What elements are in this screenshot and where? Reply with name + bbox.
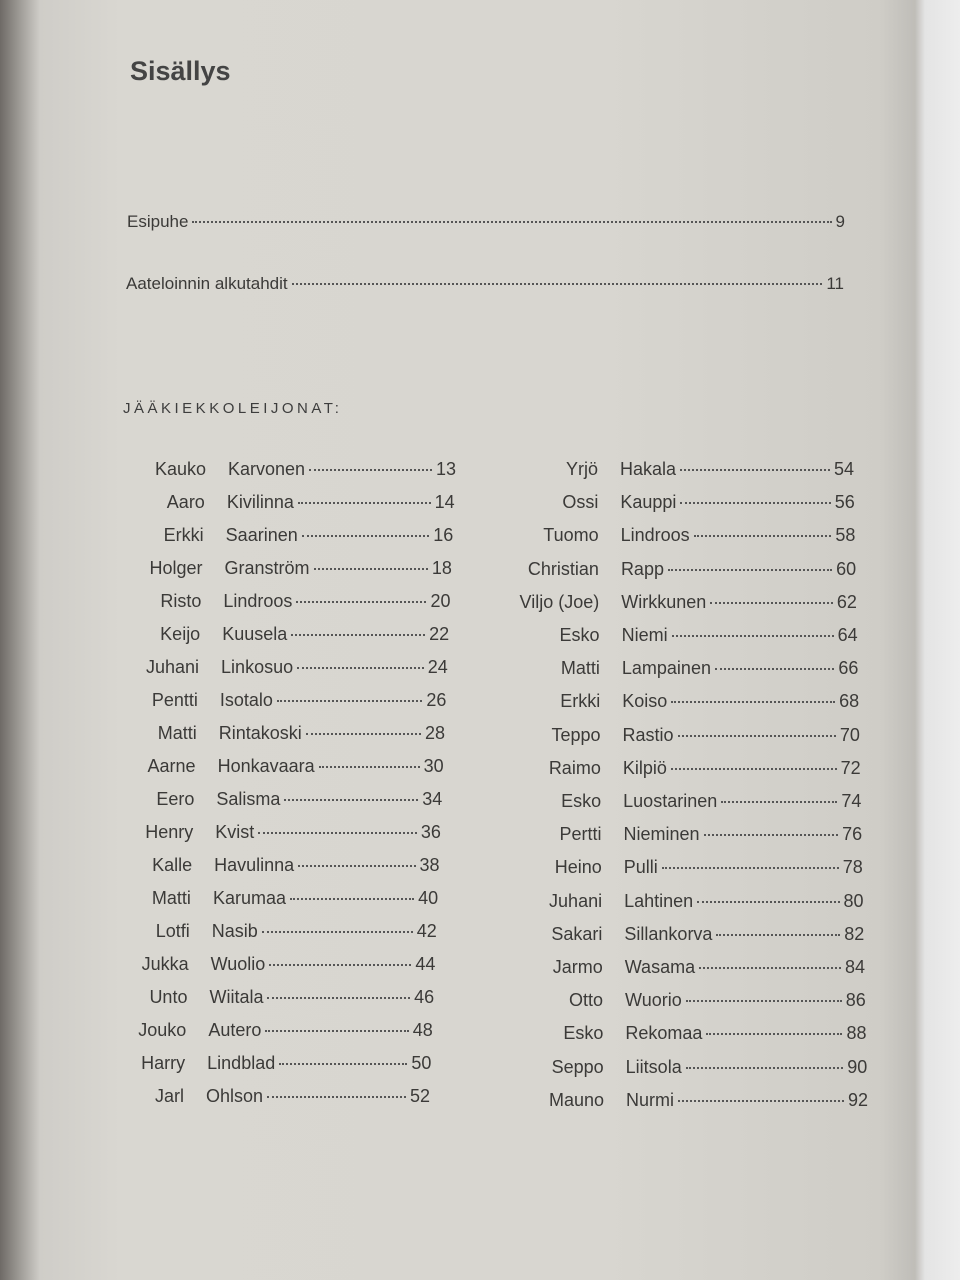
last-name: Pulli xyxy=(623,857,658,878)
dot-leader xyxy=(277,700,422,702)
page-number: 28 xyxy=(425,723,446,743)
last-name: Karumaa xyxy=(212,888,286,908)
page-number: 42 xyxy=(416,921,437,941)
page-number: 62 xyxy=(836,591,857,612)
toc-entry-player xyxy=(502,957,865,981)
last-name: Niemi xyxy=(621,625,668,645)
first-name: Erkki xyxy=(560,691,601,712)
first-name: Raimo xyxy=(548,757,601,778)
page-number: 88 xyxy=(846,1023,867,1044)
first-name: Matti xyxy=(560,658,600,679)
last-name: Kilpiö xyxy=(622,757,667,778)
toc-entry-player xyxy=(110,1020,432,1044)
dot-leader xyxy=(306,733,421,735)
last-name: Rekomaa xyxy=(625,1023,703,1044)
first-name: Eero xyxy=(156,789,195,809)
toc-entry-player xyxy=(503,1057,868,1081)
last-name: Havulinna xyxy=(214,855,295,875)
first-name: Aaro xyxy=(166,492,205,512)
page-number: 84 xyxy=(845,957,866,977)
page-number: 90 xyxy=(847,1056,868,1077)
dot-leader xyxy=(716,934,840,936)
dot-leader xyxy=(671,701,835,703)
page-number: 22 xyxy=(429,624,450,644)
page-number: 14 xyxy=(434,492,455,512)
dot-leader xyxy=(302,535,429,537)
toc-entry-player xyxy=(500,824,862,848)
first-name: Erkki xyxy=(163,525,204,545)
page-number: 66 xyxy=(838,658,859,679)
page-number: 16 xyxy=(433,525,454,545)
dot-leader xyxy=(704,834,839,836)
dot-leader xyxy=(678,735,836,737)
first-name: Unto xyxy=(149,987,188,1007)
page-number: 26 xyxy=(426,690,447,710)
toc-entry-player xyxy=(125,591,450,615)
last-name: Hakala xyxy=(620,459,677,479)
dot-leader xyxy=(678,1100,844,1102)
toc-entry-player xyxy=(501,924,864,948)
first-name: Juhani xyxy=(146,657,200,677)
dot-leader xyxy=(680,469,830,471)
first-name: Sakari xyxy=(551,923,603,944)
toc-entry-player xyxy=(502,990,866,1014)
last-name: Karvonen xyxy=(228,459,306,479)
page-number: 20 xyxy=(430,591,451,611)
page-number: 92 xyxy=(847,1089,868,1110)
first-name: Seppo xyxy=(551,1056,604,1077)
toc-entry-player xyxy=(498,525,856,549)
dot-leader xyxy=(680,502,830,504)
first-name: Harry xyxy=(141,1053,186,1073)
first-name: Jouko xyxy=(138,1020,187,1040)
dot-leader xyxy=(279,1063,407,1065)
page-number: 24 xyxy=(427,657,448,677)
last-name: Granström xyxy=(224,558,310,578)
page-number: 80 xyxy=(843,890,864,911)
last-name: Lampainen xyxy=(621,658,711,679)
last-name: Rintakoski xyxy=(218,723,302,743)
last-name: Luostarinen xyxy=(623,791,718,811)
last-name: Sillankorva xyxy=(624,923,713,944)
entry-label: Esipuhe xyxy=(127,212,189,231)
last-name: Wuorio xyxy=(625,990,682,1011)
page-number: 70 xyxy=(839,724,860,745)
page-number: 34 xyxy=(422,789,443,809)
dot-leader xyxy=(697,901,839,903)
page-number: 30 xyxy=(423,756,444,776)
last-name: Rapp xyxy=(620,558,664,579)
first-name: Tuomo xyxy=(543,525,599,546)
dot-leader xyxy=(672,635,834,637)
last-name: Lindroos xyxy=(620,525,690,546)
toc-entry-preface xyxy=(127,212,845,232)
toc-entry-player xyxy=(128,525,454,549)
last-name: Saarinen xyxy=(225,525,298,545)
last-name: Wirkkunen xyxy=(621,591,707,612)
first-name: Pentti xyxy=(151,690,198,710)
dot-leader xyxy=(265,1030,408,1032)
first-name: Kauko xyxy=(154,459,206,479)
entry-page: 9 xyxy=(835,212,845,231)
toc-entry-player xyxy=(109,1053,431,1077)
toc-entry-player xyxy=(498,592,857,616)
dot-leader xyxy=(694,535,832,537)
first-name: Teppo xyxy=(551,724,601,745)
last-name: Kivilinna xyxy=(226,492,294,512)
first-name: Jukka xyxy=(141,954,189,974)
toc-entry-player xyxy=(114,921,437,945)
first-name: Esko xyxy=(559,625,600,645)
dot-leader xyxy=(706,1033,842,1035)
toc-entry-player xyxy=(501,891,863,915)
last-name: Lahtinen xyxy=(624,890,694,911)
page-number: 68 xyxy=(839,691,860,712)
first-name: Matti xyxy=(151,888,191,908)
toc-entry-player xyxy=(116,855,439,879)
dot-leader xyxy=(710,602,833,604)
dot-leader xyxy=(314,568,428,570)
toc-entry-player xyxy=(127,558,452,582)
dot-leader xyxy=(291,634,425,636)
dot-leader xyxy=(309,469,432,471)
first-name: Lotfi xyxy=(155,921,190,941)
last-name: Lindroos xyxy=(223,591,293,611)
page-number: 58 xyxy=(835,525,856,546)
dot-leader xyxy=(699,967,841,969)
toc-entry-player xyxy=(502,1023,866,1047)
page-number: 48 xyxy=(412,1020,433,1040)
first-name: Yrjö xyxy=(565,459,598,479)
page-number: 86 xyxy=(845,990,866,1011)
toc-entry-player xyxy=(500,758,861,782)
toc-entry-player xyxy=(129,492,455,516)
dot-leader xyxy=(686,1000,842,1002)
first-name: Risto xyxy=(160,591,202,611)
first-name: Viljo (Joe) xyxy=(519,591,600,612)
page-number: 38 xyxy=(419,855,440,875)
first-name: Keijo xyxy=(160,624,201,644)
page-number: 56 xyxy=(834,492,855,513)
dot-leader xyxy=(715,668,834,670)
toc-entry-player xyxy=(503,1090,868,1114)
first-name: Jarmo xyxy=(552,957,603,977)
toc-entry-intro xyxy=(126,274,844,294)
section-heading: JÄÄKIEKKOLEIJONAT: xyxy=(123,400,343,417)
dot-leader xyxy=(296,601,426,603)
dot-leader xyxy=(258,832,417,834)
first-name: Esko xyxy=(563,1023,604,1044)
page-number: 18 xyxy=(431,558,452,578)
page-number: 60 xyxy=(836,558,857,579)
toc-entry-player xyxy=(124,624,449,648)
page-number: 82 xyxy=(844,923,865,944)
dot-leader xyxy=(319,766,420,768)
last-name: Honkavaara xyxy=(217,756,315,776)
last-name: Lindblad xyxy=(207,1053,276,1073)
last-name: Kvist xyxy=(215,822,255,842)
page-number: 46 xyxy=(414,987,435,1007)
last-name: Salisma xyxy=(216,789,281,809)
dot-leader xyxy=(267,1096,406,1098)
last-name: Ohlson xyxy=(206,1086,264,1106)
page-number: 74 xyxy=(841,791,862,811)
toc-entry-player xyxy=(121,723,445,747)
dot-leader xyxy=(262,931,413,933)
page-number: 13 xyxy=(435,459,456,479)
dot-leader xyxy=(662,867,839,869)
dot-leader xyxy=(267,997,410,999)
dot-leader xyxy=(298,502,431,504)
page-number: 64 xyxy=(837,625,858,645)
first-name: Aarne xyxy=(147,756,196,776)
dot-leader xyxy=(290,898,414,900)
last-name: Autero xyxy=(208,1020,262,1040)
last-name: Kuusela xyxy=(222,624,288,644)
page-number: 76 xyxy=(842,824,863,845)
last-name: Wuolio xyxy=(210,954,266,974)
first-name: Pertti xyxy=(559,824,602,845)
toc-entry-player xyxy=(113,954,436,978)
page-number: 78 xyxy=(842,857,863,878)
toc-entry-player xyxy=(500,791,861,815)
first-name: Jarl xyxy=(154,1086,184,1106)
page-number: 50 xyxy=(411,1053,432,1073)
last-name: Kauppi xyxy=(620,492,677,513)
page-number: 40 xyxy=(418,888,439,908)
toc-entry-player xyxy=(499,691,859,715)
first-name: Juhani xyxy=(549,890,603,911)
toc-entry-player xyxy=(122,690,447,714)
page-number: 36 xyxy=(420,822,441,842)
toc-entry-player xyxy=(108,1086,430,1110)
dot-leader xyxy=(298,865,415,867)
dot-leader xyxy=(292,283,823,285)
last-name: Nurmi xyxy=(626,1089,674,1110)
dot-leader xyxy=(269,964,411,966)
dot-leader xyxy=(671,768,837,770)
toc-entry-player xyxy=(499,625,858,649)
last-name: Wiitala xyxy=(209,987,264,1007)
last-name: Liitsola xyxy=(625,1056,682,1077)
entry-page: 11 xyxy=(826,274,844,293)
first-name: Matti xyxy=(157,723,197,743)
last-name: Isotalo xyxy=(219,690,273,710)
dot-leader xyxy=(284,799,418,801)
last-name: Nieminen xyxy=(623,824,700,845)
last-name: Koiso xyxy=(622,691,668,712)
toc-entry-player xyxy=(497,459,854,483)
toc-entry-player xyxy=(497,492,854,516)
first-name: Henry xyxy=(145,822,194,842)
dot-leader xyxy=(297,667,424,669)
dot-leader xyxy=(668,569,832,571)
toc-entry-player xyxy=(130,459,456,483)
toc-entry-player xyxy=(111,987,434,1011)
dot-leader xyxy=(686,1067,844,1069)
first-name: Otto xyxy=(569,990,604,1011)
toc-entry-player xyxy=(115,888,438,912)
dot-leader xyxy=(192,221,831,223)
first-name: Ossi xyxy=(562,492,599,513)
toc-entry-player xyxy=(500,725,860,749)
toc-entry-player xyxy=(118,789,442,813)
first-name: Christian xyxy=(527,558,599,579)
page-number: 72 xyxy=(840,757,861,778)
toc-entry-player xyxy=(120,756,444,780)
page-number: 52 xyxy=(409,1086,430,1106)
toc-entry-player xyxy=(123,657,448,681)
entry-label: Aateloinnin alkutahdit xyxy=(126,274,288,293)
page-title: Sisällys xyxy=(130,56,231,86)
first-name: Holger xyxy=(149,558,203,578)
last-name: Nasib xyxy=(211,921,258,941)
last-name: Rastio xyxy=(622,724,674,745)
dot-leader xyxy=(721,801,837,803)
toc-entry-player xyxy=(501,857,863,881)
first-name: Esko xyxy=(561,791,602,811)
toc-entry-player xyxy=(117,822,441,846)
toc-entry-player xyxy=(498,559,856,583)
page-number: 54 xyxy=(833,459,854,479)
toc-entry-player xyxy=(499,658,859,682)
first-name: Heino xyxy=(554,857,602,878)
first-name: Mauno xyxy=(548,1089,604,1110)
first-name: Kalle xyxy=(152,855,193,875)
last-name: Wasama xyxy=(624,957,696,977)
last-name: Linkosuo xyxy=(221,657,294,677)
page-number: 44 xyxy=(415,954,436,974)
